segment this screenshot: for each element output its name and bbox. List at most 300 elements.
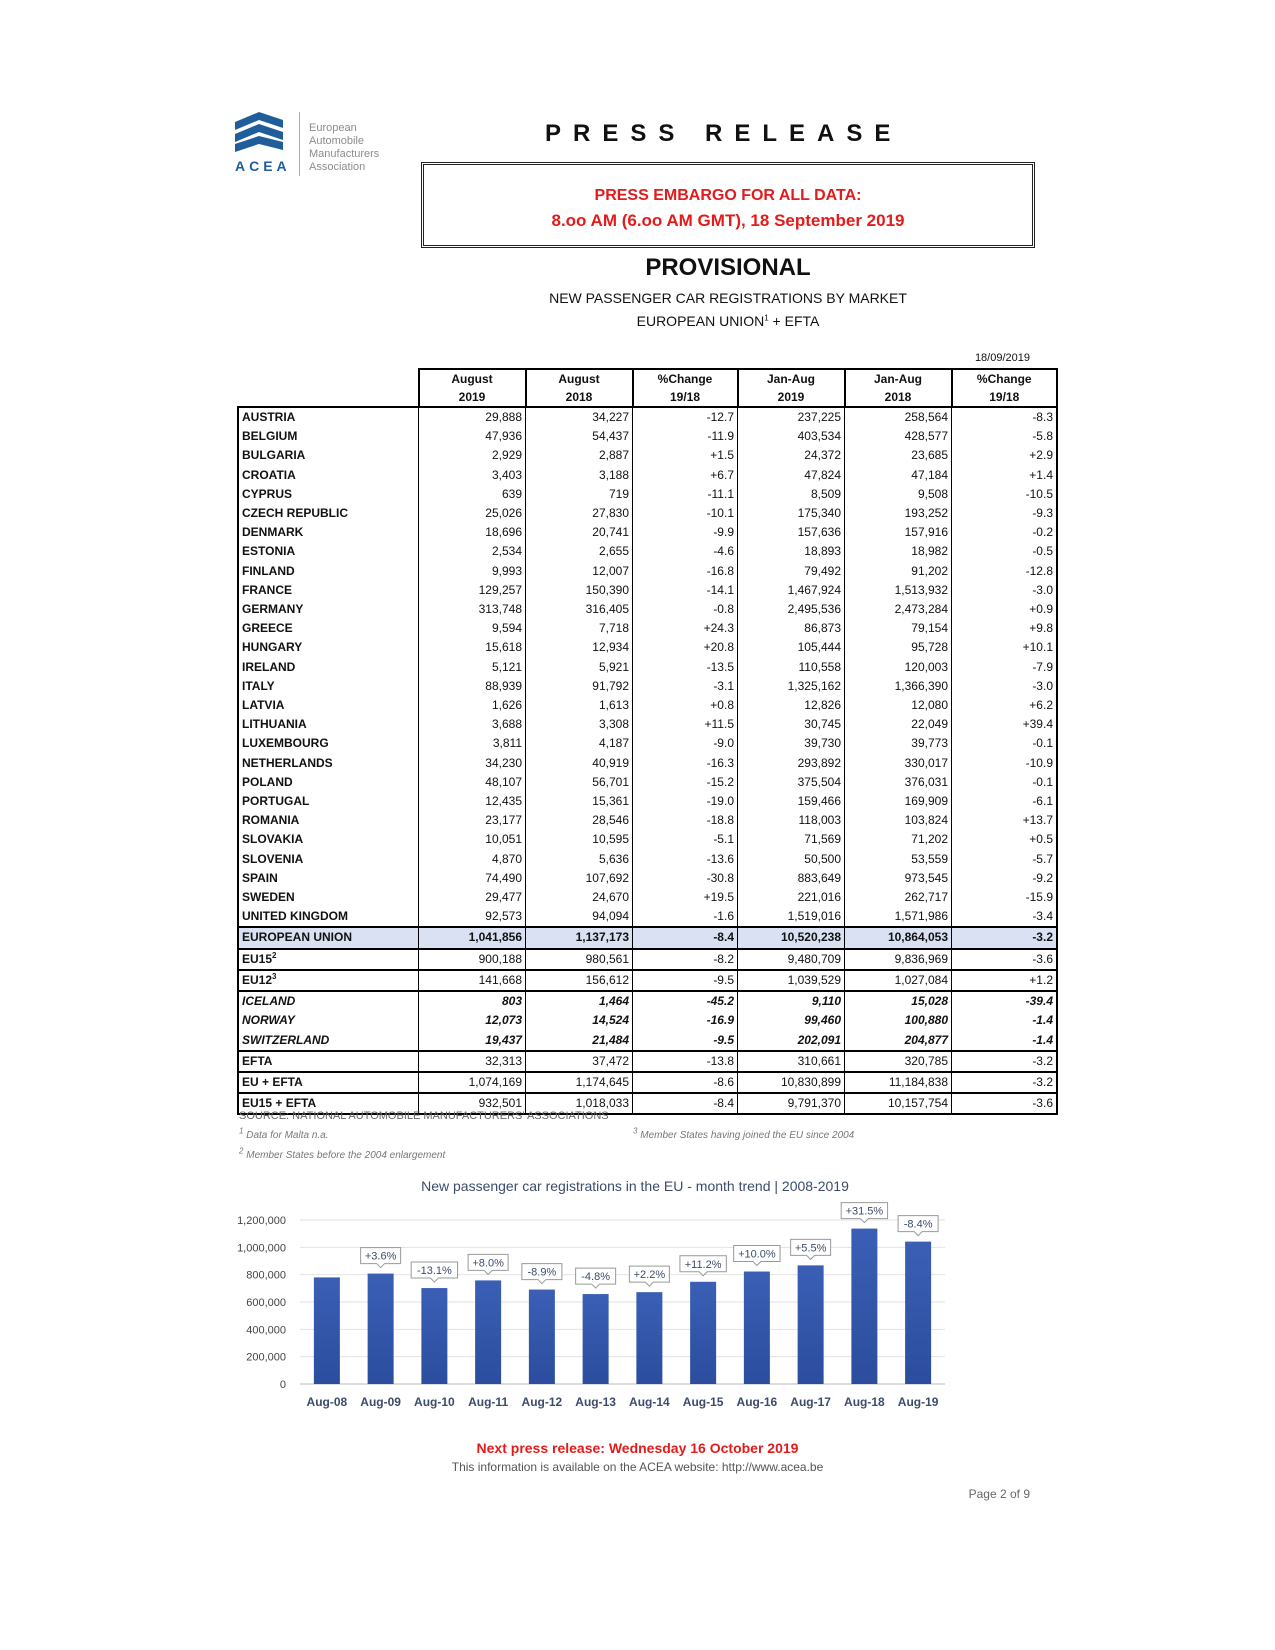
country-cell — [238, 485, 419, 504]
value-cell: 1,325,162 — [738, 677, 845, 696]
chart-bar — [421, 1288, 447, 1384]
footnote-mark: 2 — [239, 1146, 244, 1156]
country-cell — [238, 677, 419, 696]
value-cell: -3.4 — [952, 907, 1058, 927]
y-tick-label: 1,000,000 — [237, 1242, 286, 1255]
value-cell: 47,184 — [845, 466, 952, 485]
value-cell: 719 — [526, 485, 633, 504]
value-cell: 9,993 — [419, 562, 526, 581]
value-cell: 973,545 — [845, 869, 952, 888]
value-cell: 5,636 — [526, 850, 633, 869]
value-cell: 79,492 — [738, 562, 845, 581]
value-cell: 310,661 — [738, 1051, 845, 1072]
country-name: FINLAND — [242, 563, 295, 578]
value-cell: -16.3 — [633, 754, 738, 773]
value-cell: 150,390 — [526, 581, 633, 600]
value-cell: 1,174,645 — [526, 1072, 633, 1093]
value-cell: 100,880 — [845, 1011, 952, 1030]
chart-bar — [798, 1265, 824, 1384]
value-cell: 5,921 — [526, 658, 633, 677]
website-info: This information is available on the ACEA website: http://www.acea.be — [451, 1460, 824, 1474]
value-cell: 237,225 — [738, 407, 845, 427]
provisional-heading: PROVISIONAL — [645, 254, 811, 281]
value-cell: 1,039,529 — [738, 970, 845, 991]
scope-text: + EFTA — [768, 313, 820, 329]
country-cell — [238, 888, 419, 907]
table-row — [238, 1011, 1057, 1030]
column-header-l1: August — [451, 372, 493, 386]
embargo-box — [421, 162, 1035, 248]
value-cell: -8.3 — [952, 407, 1058, 427]
value-cell: 129,257 — [419, 581, 526, 600]
value-cell: -9.5 — [633, 1031, 738, 1051]
value-cell: 2,534 — [419, 542, 526, 561]
value-cell: 47,936 — [419, 427, 526, 446]
value-cell: 34,230 — [419, 754, 526, 773]
value-cell: 34,227 — [526, 407, 633, 427]
country-name: GERMANY — [242, 602, 304, 617]
value-cell: 118,003 — [738, 811, 845, 830]
country-name: EU15 — [242, 951, 273, 966]
value-cell: 4,870 — [419, 850, 526, 869]
value-cell: 30,745 — [738, 715, 845, 734]
value-cell: 9,594 — [419, 619, 526, 638]
value-cell: -6.1 — [952, 792, 1058, 811]
country-cell — [238, 427, 419, 446]
value-cell: 803 — [419, 991, 526, 1011]
country-cell — [238, 1072, 419, 1093]
value-cell: 71,202 — [845, 830, 952, 849]
table-row — [238, 991, 1057, 1011]
country-cell — [238, 991, 419, 1011]
value-cell: +10.1 — [952, 638, 1058, 657]
value-cell: 15,028 — [845, 991, 952, 1011]
value-cell: 320,785 — [845, 1051, 952, 1072]
value-cell: -1.6 — [633, 907, 738, 927]
value-cell: 86,873 — [738, 619, 845, 638]
value-cell: -4.6 — [633, 542, 738, 561]
value-cell: 316,405 — [526, 600, 633, 619]
column-header — [952, 369, 1058, 407]
country-name: NETHERLANDS — [242, 755, 333, 770]
value-cell: -0.1 — [952, 773, 1058, 792]
value-cell: +9.8 — [952, 619, 1058, 638]
value-cell: 639 — [419, 485, 526, 504]
footnote-1 — [239, 1126, 329, 1141]
table-row — [238, 715, 1057, 734]
country-cell — [238, 1051, 419, 1072]
value-cell: 9,791,370 — [738, 1093, 845, 1114]
country-cell — [238, 696, 419, 715]
table-row — [238, 446, 1057, 465]
value-cell: +0.8 — [633, 696, 738, 715]
chart-bar — [314, 1277, 340, 1384]
country-cell — [238, 504, 419, 523]
logo-divider — [299, 112, 300, 176]
footnote-mark: 3 — [633, 1126, 638, 1136]
country-name: EFTA — [242, 1053, 273, 1068]
country-name: EU12 — [242, 972, 273, 987]
footnote-text: Data for Malta n.a. — [246, 1130, 329, 1141]
org-name — [309, 122, 379, 174]
value-cell: -10.1 — [633, 504, 738, 523]
value-cell: 107,692 — [526, 869, 633, 888]
value-cell: -11.1 — [633, 485, 738, 504]
column-header-l1: %Change — [657, 372, 713, 386]
value-cell: 1,027,084 — [845, 970, 952, 991]
value-cell: 1,519,016 — [738, 907, 845, 927]
release-date: 18/09/2019 — [974, 352, 1030, 364]
table-row — [238, 485, 1057, 504]
country-name: CZECH REPUBLIC — [242, 506, 349, 521]
embargo-line1: PRESS EMBARGO FOR ALL DATA: — [594, 187, 862, 204]
chart-bar — [851, 1229, 877, 1384]
data-label: +3.6% — [364, 1250, 397, 1263]
value-cell: 2,887 — [526, 446, 633, 465]
country-name: ITALY — [242, 678, 275, 693]
value-cell: 2,655 — [526, 542, 633, 561]
value-cell: 5,121 — [419, 658, 526, 677]
value-cell: 39,773 — [845, 734, 952, 753]
value-cell: 29,477 — [419, 888, 526, 907]
value-cell: -3.6 — [952, 1093, 1058, 1114]
value-cell: -3.2 — [952, 1072, 1058, 1093]
country-name: LITHUANIA — [242, 717, 307, 732]
country-cell — [238, 754, 419, 773]
table-row — [238, 970, 1057, 991]
value-cell: 9,836,969 — [845, 949, 952, 970]
data-label: +8.0% — [472, 1257, 504, 1270]
value-cell: 1,513,932 — [845, 581, 952, 600]
value-cell: 94,094 — [526, 907, 633, 927]
value-cell: +6.2 — [952, 696, 1058, 715]
value-cell: +6.7 — [633, 466, 738, 485]
country-cell — [238, 658, 419, 677]
value-cell: -3.6 — [952, 949, 1058, 970]
value-cell: 10,830,899 — [738, 1072, 845, 1093]
country-cell — [238, 907, 419, 927]
value-cell: -3.1 — [633, 677, 738, 696]
value-cell: 54,437 — [526, 427, 633, 446]
value-cell: 15,361 — [526, 792, 633, 811]
country-name: ESTONIA — [242, 544, 296, 559]
value-cell: -8.4 — [633, 1093, 738, 1114]
table-row — [238, 792, 1057, 811]
value-cell: -5.8 — [952, 427, 1058, 446]
value-cell: 22,049 — [845, 715, 952, 734]
value-cell: 48,107 — [419, 773, 526, 792]
country-name: BULGARIA — [242, 448, 306, 463]
table-row — [238, 927, 1057, 948]
subtitle-scope — [421, 313, 1035, 329]
country-name: EU + EFTA — [242, 1074, 303, 1089]
table-row — [238, 407, 1057, 427]
country-cell — [238, 562, 419, 581]
table-row — [238, 734, 1057, 753]
country-cell — [238, 407, 419, 427]
value-cell: -7.9 — [952, 658, 1058, 677]
country-name: SLOVENIA — [242, 851, 304, 866]
footnote-mark: 1 — [764, 313, 769, 323]
value-cell: 18,696 — [419, 523, 526, 542]
country-name: SLOVAKIA — [242, 832, 304, 847]
value-cell: -19.0 — [633, 792, 738, 811]
value-cell: -16.9 — [633, 1011, 738, 1030]
value-cell: 376,031 — [845, 773, 952, 792]
chart-bar — [905, 1242, 931, 1384]
country-cell — [238, 927, 419, 948]
footnote-mark: 2 — [272, 950, 277, 960]
table-row — [238, 427, 1057, 446]
country-cell — [238, 542, 419, 561]
acea-abbr: ACEA — [235, 158, 291, 174]
country-name: SPAIN — [242, 870, 278, 885]
value-cell: 3,188 — [526, 466, 633, 485]
footnote-mark: 1 — [239, 1126, 244, 1136]
value-cell: 19,437 — [419, 1031, 526, 1051]
value-cell: +1.2 — [952, 970, 1058, 991]
country-name: SWEDEN — [242, 890, 295, 905]
value-cell: +11.5 — [633, 715, 738, 734]
value-cell: 159,466 — [738, 792, 845, 811]
country-name: EU15 + EFTA — [242, 1096, 317, 1111]
value-cell: 9,110 — [738, 991, 845, 1011]
value-cell: 56,701 — [526, 773, 633, 792]
chart-title: New passenger car registrations in the EU - month trend | 2008-2019 — [421, 1178, 849, 1194]
country-cell — [238, 446, 419, 465]
country-name: ICELAND — [242, 994, 296, 1009]
column-header-l1: Jan-Aug — [767, 372, 815, 386]
country-name: SWITZERLAND — [242, 1032, 330, 1047]
value-cell: 99,460 — [738, 1011, 845, 1030]
x-tick-label: Aug-19 — [897, 1395, 939, 1409]
value-cell: +1.4 — [952, 466, 1058, 485]
value-cell: 10,520,238 — [738, 927, 845, 948]
table-row — [238, 907, 1057, 927]
value-cell: -18.8 — [633, 811, 738, 830]
country-cell — [238, 773, 419, 792]
table-row — [238, 581, 1057, 600]
chart-bar — [690, 1282, 716, 1384]
value-cell: -0.2 — [952, 523, 1058, 542]
value-cell: 15,618 — [419, 638, 526, 657]
value-cell: +0.9 — [952, 600, 1058, 619]
data-label: +31.5% — [845, 1205, 884, 1218]
value-cell: 2,929 — [419, 446, 526, 465]
value-cell: 3,688 — [419, 715, 526, 734]
value-cell: -15.2 — [633, 773, 738, 792]
value-cell: 11,184,838 — [845, 1072, 952, 1093]
data-label: -8.9% — [527, 1266, 557, 1279]
table-row — [238, 504, 1057, 523]
column-header — [845, 369, 952, 407]
value-cell: 7,718 — [526, 619, 633, 638]
table-row — [238, 1051, 1057, 1072]
value-cell: 88,939 — [419, 677, 526, 696]
value-cell: -3.0 — [952, 581, 1058, 600]
value-cell: 1,366,390 — [845, 677, 952, 696]
value-cell: 23,685 — [845, 446, 952, 465]
country-cell — [238, 523, 419, 542]
data-label: -4.8% — [581, 1271, 610, 1284]
x-tick-label: Aug-13 — [575, 1395, 616, 1409]
country-cell — [238, 1011, 419, 1030]
value-cell: 53,559 — [845, 850, 952, 869]
column-header-l2: 19/18 — [989, 390, 1020, 404]
table-row — [238, 696, 1057, 715]
country-cell — [238, 850, 419, 869]
value-cell: 50,500 — [738, 850, 845, 869]
column-header-l2: 19/18 — [669, 390, 701, 404]
value-cell: 40,919 — [526, 754, 633, 773]
value-cell: 20,741 — [526, 523, 633, 542]
value-cell: 3,811 — [419, 734, 526, 753]
value-cell: 12,007 — [526, 562, 633, 581]
value-cell: 103,824 — [845, 811, 952, 830]
column-header-l2: 2018 — [565, 390, 593, 404]
y-tick-label: 1,200,000 — [237, 1215, 286, 1227]
source-note: SOURCE: NATIONAL AUTOMOBILE MANUFACTURERS' ASSOCIATIONS — [239, 1110, 609, 1122]
value-cell: -45.2 — [633, 991, 738, 1011]
table-row — [238, 850, 1057, 869]
value-cell: 1,137,173 — [526, 927, 633, 948]
value-cell: 258,564 — [845, 407, 952, 427]
value-cell: 21,484 — [526, 1031, 633, 1051]
value-cell: 1,571,986 — [845, 907, 952, 927]
country-cell — [238, 1031, 419, 1051]
country-name: CYPRUS — [242, 486, 293, 501]
value-cell: 105,444 — [738, 638, 845, 657]
country-cell — [238, 466, 419, 485]
table-row — [238, 811, 1057, 830]
acea-logo — [233, 110, 403, 180]
value-cell: 175,340 — [738, 504, 845, 523]
value-cell: +20.8 — [633, 638, 738, 657]
value-cell: -9.3 — [952, 504, 1058, 523]
value-cell: -14.1 — [633, 581, 738, 600]
value-cell: 95,728 — [845, 638, 952, 657]
table-row — [238, 677, 1057, 696]
value-cell: 27,830 — [526, 504, 633, 523]
value-cell: 91,792 — [526, 677, 633, 696]
country-name: UNITED KINGDOM — [242, 909, 348, 924]
value-cell: 1,074,169 — [419, 1072, 526, 1093]
value-cell: 92,573 — [419, 907, 526, 927]
table-row — [238, 542, 1057, 561]
value-cell: 293,892 — [738, 754, 845, 773]
value-cell: 1,626 — [419, 696, 526, 715]
footnote-text: Member States having joined the EU since 2004 — [640, 1130, 855, 1141]
country-name: IRELAND — [242, 659, 296, 674]
table-body — [238, 407, 1057, 1114]
x-tick-label: Aug-12 — [521, 1395, 563, 1409]
country-name: POLAND — [242, 774, 293, 789]
value-cell: 202,091 — [738, 1031, 845, 1051]
column-header-l1: August — [558, 372, 600, 386]
value-cell: 28,546 — [526, 811, 633, 830]
value-cell: 3,308 — [526, 715, 633, 734]
column-header-l1: %Change — [976, 372, 1032, 386]
column-header — [738, 369, 845, 407]
table-row — [238, 869, 1057, 888]
country-name: GREECE — [242, 621, 293, 636]
value-cell: 221,016 — [738, 888, 845, 907]
country-name: LATVIA — [242, 698, 285, 713]
x-tick-label: Aug-11 — [468, 1395, 509, 1409]
x-tick-label: Aug-18 — [844, 1395, 885, 1409]
country-name: LUXEMBOURG — [242, 736, 329, 751]
org-name-line: Association — [309, 161, 366, 173]
value-cell: -15.9 — [952, 888, 1058, 907]
acea-logo-icon — [233, 110, 285, 154]
value-cell: -8.6 — [633, 1072, 738, 1093]
value-cell: 2,473,284 — [845, 600, 952, 619]
x-tick-label: Aug-08 — [306, 1395, 348, 1409]
value-cell: -1.4 — [952, 1011, 1058, 1030]
value-cell: +0.5 — [952, 830, 1058, 849]
x-tick-label: Aug-16 — [736, 1395, 778, 1409]
value-cell: 3,403 — [419, 466, 526, 485]
table-row — [238, 600, 1057, 619]
value-cell: 980,561 — [526, 949, 633, 970]
page-number: Page 2 of 9 — [968, 1487, 1030, 1501]
value-cell: 262,717 — [845, 888, 952, 907]
value-cell: 12,934 — [526, 638, 633, 657]
value-cell: 10,157,754 — [845, 1093, 952, 1114]
country-name: HUNGARY — [242, 640, 303, 655]
value-cell: +39.4 — [952, 715, 1058, 734]
country-cell — [238, 715, 419, 734]
value-cell: +2.9 — [952, 446, 1058, 465]
table-row — [238, 658, 1057, 677]
value-cell: 39,730 — [738, 734, 845, 753]
value-cell: -0.1 — [952, 734, 1058, 753]
x-tick-label: Aug-10 — [414, 1395, 455, 1409]
data-label: +5.5% — [794, 1242, 827, 1255]
country-cell — [238, 600, 419, 619]
y-tick-label: 0 — [279, 1379, 286, 1391]
table-row — [238, 1031, 1057, 1051]
footnote-mark: 3 — [272, 971, 277, 981]
data-label: -13.1% — [416, 1265, 452, 1278]
table-row — [238, 638, 1057, 657]
column-header — [633, 369, 738, 407]
org-name-line: European — [309, 122, 357, 134]
chart-bar — [744, 1272, 770, 1384]
value-cell: 91,202 — [845, 562, 952, 581]
value-cell: 141,668 — [419, 970, 526, 991]
value-cell: -0.8 — [633, 600, 738, 619]
value-cell: 883,649 — [738, 869, 845, 888]
value-cell: -12.8 — [952, 562, 1058, 581]
x-tick-label: Aug-17 — [790, 1395, 831, 1409]
value-cell: -16.8 — [633, 562, 738, 581]
value-cell: -1.4 — [952, 1031, 1058, 1051]
value-cell: 110,558 — [738, 658, 845, 677]
value-cell: 156,612 — [526, 970, 633, 991]
y-tick-label: 600,000 — [246, 1297, 286, 1309]
value-cell: 18,893 — [738, 542, 845, 561]
scope-text: EUROPEAN UNION — [636, 313, 765, 329]
value-cell: +13.7 — [952, 811, 1058, 830]
data-label: +10.0% — [738, 1248, 776, 1261]
value-cell: 10,595 — [526, 830, 633, 849]
value-cell: 74,490 — [419, 869, 526, 888]
value-cell: 14,524 — [526, 1011, 633, 1030]
value-cell: 12,073 — [419, 1011, 526, 1030]
value-cell: 1,464 — [526, 991, 633, 1011]
footnote-2 — [239, 1146, 446, 1161]
